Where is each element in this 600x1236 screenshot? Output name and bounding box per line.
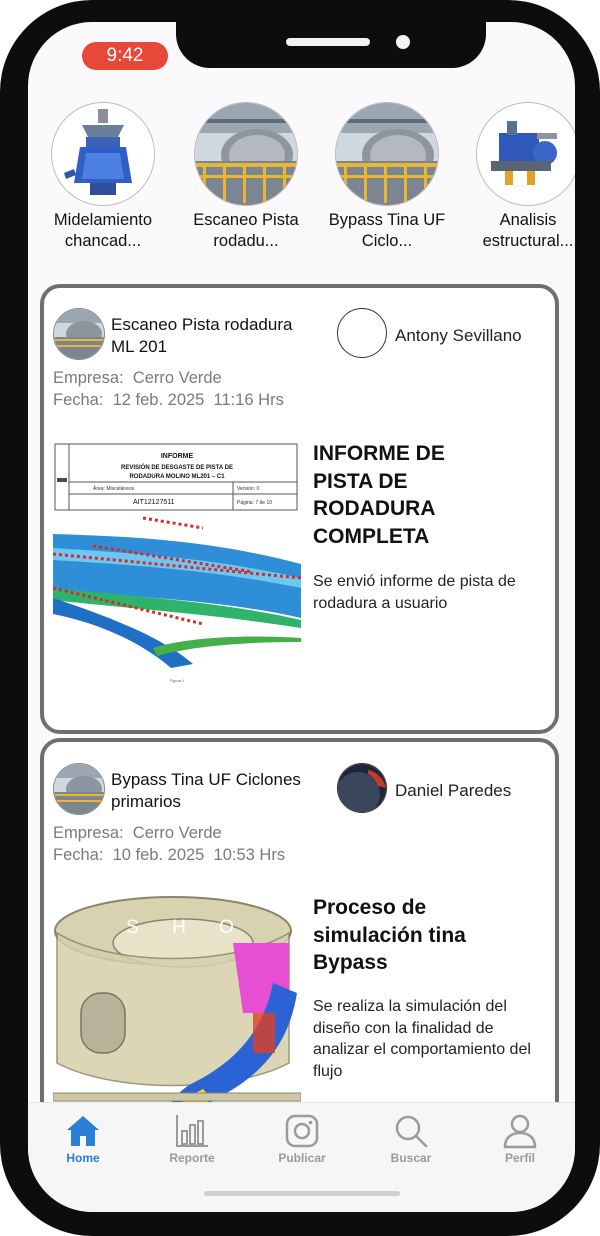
instagram-icon [284,1113,320,1149]
tab-label: Perfil [504,1151,535,1165]
report-code: AIT12127511 [133,499,175,506]
report-subheading-2: RODADURA MOLINO ML201 – C1 [129,474,225,480]
project-title[interactable]: Escaneo Pista rodadura ML 201 [111,315,293,356]
tab-publicar[interactable] [262,1113,342,1165]
user-avatar[interactable] [337,308,387,358]
home-icon [65,1113,101,1149]
post-description: Se envió informe de pista de rodadura a usuario [313,573,516,612]
speaker [286,38,370,46]
project-avatar[interactable] [53,308,105,360]
post-title: INFORME DE PISTA DE RODADURA COMPLETA [313,442,445,548]
date-line: Fecha: 10 feb. 2025 10:53 Hrs [53,846,286,864]
search-icon [393,1113,429,1149]
tab-reporte[interactable] [152,1113,232,1165]
image-overlay-text: S H O [126,917,248,938]
tab-label: Buscar [390,1151,432,1165]
post-card[interactable] [40,284,559,734]
bar-chart-icon [174,1113,210,1149]
tab-buscar[interactable] [371,1113,451,1165]
project-avatar[interactable] [53,763,105,815]
post-image-report[interactable] [53,438,301,688]
post-description: Se realiza la simulación del diseño con la finalidad de analizar el comportamiento del flujo [313,998,531,1080]
story-label: Midelamiento chancad... [53,211,153,250]
story-label: Escaneo Pista rodadu... [193,211,299,250]
story-item[interactable] [43,102,163,252]
project-title[interactable]: Bypass Tina UF Ciclones primarios [111,770,301,811]
report-page: Página: 7 de 10 [237,500,273,506]
report-version: Versión: 0 [237,486,260,492]
tab-label: Publicar [278,1151,326,1165]
status-time: 9:42 [82,42,168,70]
company-line: Empresa: Cerro Verde [53,824,222,842]
story-label: Analisis estructural... [482,211,574,250]
user-avatar[interactable] [337,763,387,813]
user-icon [502,1113,538,1149]
story-item[interactable] [327,102,447,252]
post-title: Proceso de simulación tina Bypass [313,896,466,974]
home-indicator[interactable] [204,1191,400,1196]
post-card[interactable] [40,738,559,1138]
camera [396,35,410,49]
tab-label: Reporte [169,1151,215,1165]
company-line: Empresa: Cerro Verde [53,369,222,387]
notch [176,22,486,68]
tab-home[interactable] [43,1113,123,1165]
user-name[interactable]: Antony Sevillano [395,326,522,345]
report-subheading-1: REVISIÓN DE DESGASTE DE PISTA DE [120,465,234,471]
project-stories [28,102,575,292]
tab-label: Home [66,1151,100,1165]
story-thumbnail-mill[interactable] [194,102,298,206]
report-figure-caption: Figura 1 [169,678,185,683]
story-item[interactable] [186,102,306,252]
app-screen [28,22,575,1212]
story-thumbnail-structural[interactable] [476,102,575,206]
report-heading: INFORME [160,453,194,460]
tab-perfil[interactable] [480,1113,560,1165]
story-thumbnail-crusher[interactable] [51,102,155,206]
story-thumbnail-bypass[interactable] [335,102,439,206]
story-item[interactable] [468,102,575,252]
story-label: Bypass Tina UF Ciclo... [328,211,446,250]
user-name[interactable]: Daniel Paredes [395,781,512,800]
report-area: Área: Misceláneos [93,486,135,492]
date-line: Fecha: 12 feb. 2025 11:16 Hrs [53,391,284,409]
